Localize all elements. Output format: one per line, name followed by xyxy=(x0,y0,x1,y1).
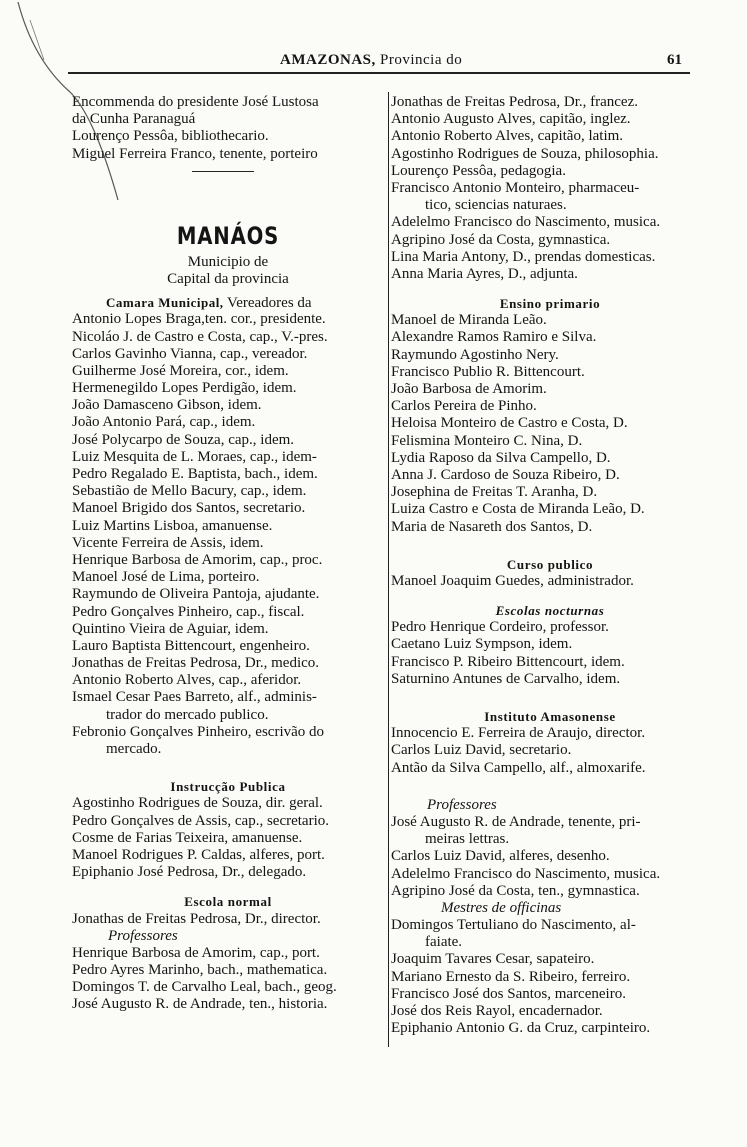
list-item-continuation: trador do mercado publico. xyxy=(106,706,269,723)
list-item: João Damasceno Gibson, idem. xyxy=(72,397,262,414)
list-item: Cosme de Farias Teixeira, amanuense. xyxy=(72,829,303,846)
list-item: Febronio Gonçalves Pinheiro, escrivão do xyxy=(72,723,325,740)
list-item: Manoel José de Lima, porteiro. xyxy=(72,569,260,586)
list-item: Francisco Antonio Monteiro, pharmaceu- xyxy=(391,179,640,196)
list-item: Hermenegildo Lopes Perdigão, idem. xyxy=(72,380,297,397)
list-item: Joaquim Tavares Cesar, sapateiro. xyxy=(391,951,595,968)
column-divider xyxy=(388,92,389,1047)
list-item: Agripino José da Costa, ten., gymnastica. xyxy=(391,882,640,899)
list-item: Antonio Roberto Alves, capitão, latim. xyxy=(391,128,624,145)
list-item: Antão da Silva Campello, alf., almoxarife. xyxy=(391,759,646,776)
list-item: Raymundo de Oliveira Pantoja, ajudante. xyxy=(72,586,320,603)
page-number: 61 xyxy=(667,52,682,68)
list-item: Lydia Raposo da Silva Campello, D. xyxy=(391,449,611,466)
list-item-continuation: tico, sciencias naturaes. xyxy=(425,197,567,214)
city-heading: MANÁOS xyxy=(176,221,280,250)
list-item: Anna Maria Ayres, D., adjunta. xyxy=(391,265,578,282)
list-item: Quintino Vieira de Aguiar, idem. xyxy=(72,620,269,637)
list-item: Nicoláo J. de Castro e Costa, cap., V.-pres. xyxy=(72,328,328,345)
camara-heading-line: Camara Municipal, Vereadores da xyxy=(106,295,312,312)
section-heading-instituto: Instituto Amasonense xyxy=(484,709,616,724)
list-item-continuation: faiate. xyxy=(425,934,463,951)
list-item: Epiphanio Antonio G. da Cruz, carpinteiro. xyxy=(391,1020,651,1037)
list-item: Antonio Roberto Alves, cap., aferidor. xyxy=(72,672,302,689)
list-item: Ismael Cesar Paes Barreto, alf., adminis- xyxy=(72,689,317,706)
list-item: Manoel Brigido dos Santos, secretario. xyxy=(72,500,306,517)
list-item: Agostinho Rodrigues de Souza, dir. geral. xyxy=(72,795,323,812)
list-item: Saturnino Antunes de Carvalho, idem. xyxy=(391,670,621,687)
page-header xyxy=(75,52,690,72)
list-item: Anna J. Cardoso de Souza Ribeiro, D. xyxy=(391,466,620,483)
list-item: Jonathas de Freitas Pedrosa, Dr., director. xyxy=(72,910,321,927)
capital-label: Capital da provincia xyxy=(167,270,289,287)
list-item: João Barbosa de Amorim. xyxy=(391,381,547,397)
header-title: AMAZONAS, Provincia do xyxy=(280,52,463,68)
list-item: Henrique Barbosa de Amorim, cap., port. xyxy=(72,944,320,961)
section-heading-instrucao: Instrucção Publica xyxy=(170,779,286,795)
list-item: Sebastião de Mello Bacury, cap., idem. xyxy=(72,483,307,500)
subheading-mestres: Mestres de officinas xyxy=(441,899,562,916)
list-item: Carlos Pereira de Pinho. xyxy=(391,398,537,415)
list-item: Lourenço Pessôa, pedagogia. xyxy=(391,162,566,179)
list-item: Jonathas de Freitas Pedrosa, Dr., francez. xyxy=(391,94,639,110)
list-item: Lauro Baptista Bittencourt, engenheiro. xyxy=(72,637,310,654)
list-item: Josephina de Freitas T. Aranha, D. xyxy=(391,484,598,501)
list-item: Agripino José da Costa, gymnastica. xyxy=(391,231,611,248)
separator-rule xyxy=(192,171,254,178)
header-rule xyxy=(68,72,690,74)
right-column xyxy=(391,94,709,1037)
list-item: Luiz Mesquita de L. Moraes, cap., idem- xyxy=(72,448,317,465)
list-item: Innocencio E. Ferreira de Araujo, director. xyxy=(391,725,646,742)
list-item: Carlos Luiz David, secretario. xyxy=(391,742,572,759)
left-column xyxy=(72,94,384,1014)
list-item: Mariano Ernesto da S. Ribeiro, ferreiro. xyxy=(391,968,631,985)
text-line: Lourenço Pessôa, bibliothecario. xyxy=(72,128,269,145)
list-item: José Augusto R. de Andrade, ten., historia. xyxy=(72,996,328,1013)
list-item: Jonathas de Freitas Pedrosa, Dr., medico. xyxy=(72,655,320,672)
list-item: Francisco José dos Santos, marceneiro. xyxy=(391,985,626,1002)
list-item: Adelelmo Francisco do Nascimento, musica. xyxy=(391,214,661,231)
list-item: Domingos T. de Carvalho Leal, bach., geog. xyxy=(72,979,337,996)
list-item: Manoel de Miranda Leão. xyxy=(391,312,547,329)
list-item: José Polycarpo de Souza, cap., idem. xyxy=(72,431,295,448)
list-item: Manoel Rodrigues P. Caldas, alferes, port. xyxy=(72,846,325,863)
section-heading-escola: Escola normal xyxy=(184,894,272,910)
list-item: Domingos Tertuliano do Nascimento, al- xyxy=(391,917,636,934)
list-item: Pedro Henrique Cordeiro, professor. xyxy=(391,619,609,636)
list-item: Lina Maria Antony, D., prendas domesticas. xyxy=(391,248,656,265)
list-item: Caetano Luiz Sympson, idem. xyxy=(391,636,573,653)
list-item: Maria de Nasareth dos Santos, D. xyxy=(391,518,593,535)
subheading-professores: Professores xyxy=(427,796,497,813)
list-item: Antonio Lopes Braga,ten. cor., presidente. xyxy=(72,311,326,328)
list-item: Felismina Monteiro C. Nina, D. xyxy=(391,432,583,449)
text-line: Encommenda do presidente José Lustosa xyxy=(72,94,319,110)
list-item: Pedro Gonçalves de Assis, cap., secretario. xyxy=(72,812,330,829)
text-line: da Cunha Paranaguá xyxy=(72,111,196,128)
list-item: Luiz Martins Lisboa, amanuense. xyxy=(72,517,273,534)
list-item: Carlos Luiz David, alferes, desenho. xyxy=(391,848,610,865)
list-item: Francisco P. Ribeiro Bittencourt, idem. xyxy=(391,653,625,670)
list-item: Alexandre Ramos Ramiro e Silva. xyxy=(391,329,597,346)
list-item: Raymundo Agostinho Nery. xyxy=(391,346,559,363)
list-item: Antonio Augusto Alves, capitão, inglez. xyxy=(391,111,631,128)
list-item: Henrique Barbosa de Amorim, cap., proc. xyxy=(72,551,323,568)
list-item: Carlos Gavinho Vianna, cap., vereador. xyxy=(72,345,308,362)
list-item: José dos Reis Rayol, encadernador. xyxy=(391,1003,603,1019)
list-item: Adelelmo Francisco do Nascimento, musica. xyxy=(391,865,661,882)
list-item: Francisco Publio R. Bittencourt. xyxy=(391,363,585,380)
list-item: Guilherme José Moreira, cor., idem. xyxy=(72,362,289,379)
list-item: Pedro Gonçalves Pinheiro, cap., fiscal. xyxy=(72,603,305,620)
list-item: Agostinho Rodrigues de Souza, philosophia. xyxy=(391,145,659,162)
section-heading-escolas-nocturnas: Escolas nocturnas xyxy=(495,603,605,619)
list-item: Pedro Regalado E. Baptista, bach., idem. xyxy=(72,466,318,482)
list-item-continuation: mercado. xyxy=(106,741,162,757)
list-item: José Augusto R. de Andrade, tenente, pri- xyxy=(391,813,641,830)
list-item: Luiza Castro e Costa de Miranda Leão, D. xyxy=(391,501,645,518)
list-item: Heloisa Monteiro de Castro e Costa, D. xyxy=(391,415,628,432)
list-item: João Antonio Pará, cap., idem. xyxy=(72,414,256,431)
municipio-label: Municipio de xyxy=(187,253,269,270)
section-heading-ensino: Ensino primario xyxy=(499,296,601,312)
list-item: Manoel Joaquim Guedes, administrador. xyxy=(391,572,634,589)
list-item: Vicente Ferreira de Assis, idem. xyxy=(72,534,264,551)
section-heading-curso: Curso publico xyxy=(506,556,594,572)
text-line: Miguel Ferreira Franco, tenente, porteiro xyxy=(72,145,318,162)
list-item: Pedro Ayres Marinho, bach., mathematica. xyxy=(72,962,328,979)
list-item: Epiphanio José Pedrosa, Dr., delegado. xyxy=(72,864,307,881)
subheading-professores: Professores xyxy=(108,927,178,944)
list-item-continuation: meiras lettras. xyxy=(425,831,510,848)
